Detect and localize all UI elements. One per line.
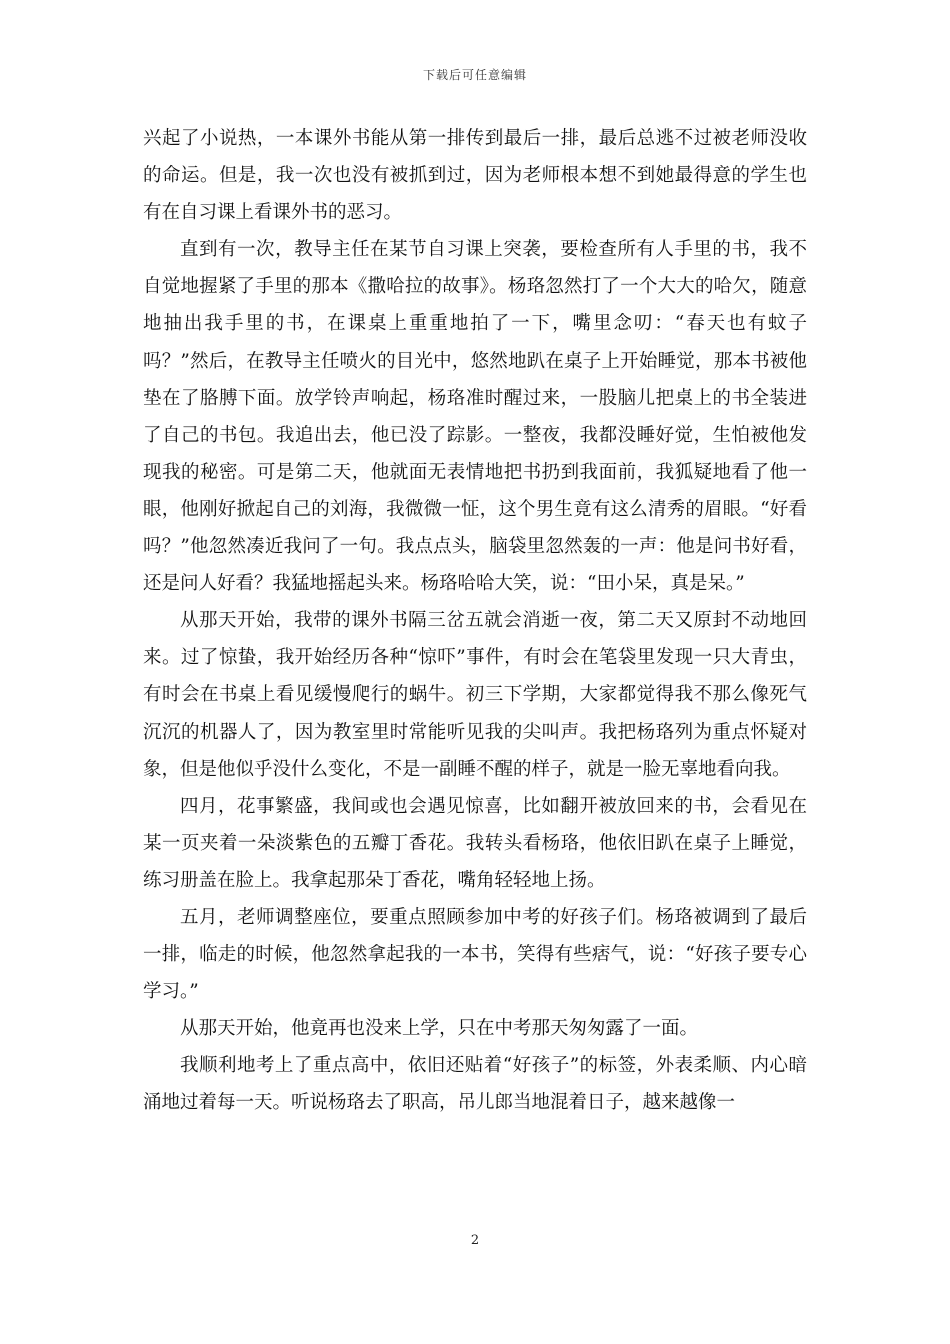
paragraph: 从那天开始，我带的课外书隔三岔五就会消逝一夜，第二天又原封不动地回来。过了惊蛰，我开始经历各种“惊吓”事件，有时会在笔袋里发现一只大青虫，有时会在书桌上看见缓慢爬行的蜗牛。初三下学期，大家都觉得我不那么像死气沉沉的机器人了，因为教室里时常能听见我的尖叫声。我把杨珞列为重点怀疑对象，但是他似乎没什么变化，不是一副睡不醒的样子，就是一脸无辜地看向我。 [143, 610, 807, 780]
document-body [143, 120, 807, 1122]
paragraph: 从那天开始，他竟再也没来上学，只在中考那天匆匆露了一面。 [180, 1018, 699, 1040]
paragraph-continuation: 兴起了小说热，一本课外书能从第一排传到最后一排，最后总逃不过被老师没收的命运。但是，我一次也没有被抓到过，因为老师根本想不到她最得意的学生也有在自习课上看课外书的恶习。 [143, 128, 807, 224]
paragraph: 直到有一次，教导主任在某节自习课上突袭，要检查所有人手里的书，我不自觉地握紧了手里的那本《撒哈拉的故事》。杨珞忽然打了一个大大的哈欠，随意地抽出我手里的书，在课桌上重重地拍了一下，嘴里念叨：“春天也有蚊子吗？”然后，在教导主任喷火的目光中，悠然地趴在桌子上开始睡觉，那本书被他垫在了胳膊下面。放学铃声响起，杨珞准时醒过来，一股脑儿把桌上的书全装进了自己的书包。我追出去，他已没了踪影。一整夜，我都没睡好觉，生怕被他发现我的秘密。可是第二天，他就面无表情地把书扔到我面前，我狐疑地看了他一眼，他刚好掀起自己的刘海，我微微一怔，这个男生竟有这么清秀的眉眼。“好看吗？”他忽然凑近我问了一句。我点点头，脑袋里忽然轰的一声：他是问书好看，还是问人好看？我猛地摇起头来。杨珞哈哈大笑，说：“田小呆，真是呆。” [143, 239, 807, 595]
paragraph: 四月，花事繁盛，我间或也会遇见惊喜，比如翻开被放回来的书，会看见在某一页夹着一朵淡紫色的五瓣丁香花。我转头看杨珞，他依旧趴在桌子上睡觉，练习册盖在脸上。我拿起那朵丁香花，嘴角轻轻地上扬。 [143, 795, 807, 891]
paragraph: 我顺利地考上了重点高中，依旧还贴着“好孩子”的标签，外表柔顺、内心暗涌地过着每一天。听说杨珞去了职高，吊儿郎当地混着日子，越来越像一 [143, 1055, 807, 1114]
page-number: 2 [470, 1233, 480, 1248]
page-header: 下载后可任意编辑 [422, 68, 527, 82]
paragraph: 五月，老师调整座位，要重点照顾参加中考的好孩子们。杨珞被调到了最后一排，临走的时候，他忽然拿起我的一本书，笑得有些痞气，说：“好孩子要专心学习。” [143, 906, 807, 1003]
